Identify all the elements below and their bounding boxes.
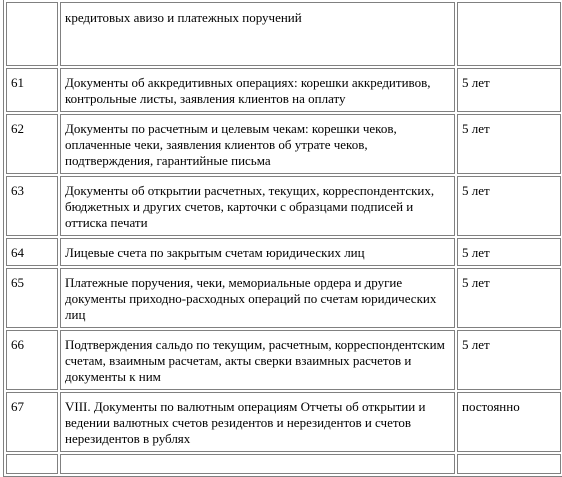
row-description: Платежные поручения, чеки, мемориальные ордера и другие документы приходно-расходных операций по счетам юридических лиц — [60, 268, 455, 328]
row-number — [6, 2, 58, 66]
row-retention-term: 5 лет — [457, 114, 561, 174]
row-retention-term: 5 лет — [457, 268, 561, 328]
table-row — [6, 238, 561, 266]
table-row — [6, 454, 561, 474]
row-description — [60, 454, 455, 474]
row-number: 61 — [6, 68, 58, 112]
row-retention-term: 5 лет — [457, 68, 561, 112]
row-number: 65 — [6, 268, 58, 328]
row-number: 63 — [6, 176, 58, 236]
row-retention-term — [457, 2, 561, 66]
row-description: Документы об аккредитивных операциях: корешки аккредитивов, контрольные листы, заявления клиентов на оплату — [60, 68, 455, 112]
table-row — [6, 268, 561, 328]
table-row — [6, 176, 561, 236]
table-row — [6, 2, 561, 66]
row-number: 64 — [6, 238, 58, 266]
retention-table — [3, 0, 562, 477]
row-retention-term: 5 лет — [457, 238, 561, 266]
row-number: 66 — [6, 330, 58, 390]
row-retention-term: постоянно — [457, 392, 561, 452]
row-retention-term: 5 лет — [457, 176, 561, 236]
table-row — [6, 68, 561, 112]
row-description: VIII. Документы по валютным операциям Отчеты об открытии и ведении валютных счетов резидентов и нерезидентов и счетов нерезидентов в рублях — [60, 392, 455, 452]
row-description: Документы по расчетным и целевым чекам: корешки чеков, оплаченные чеки, заявления клиентов об утрате чеков, подтверждения, гарантийные письма — [60, 114, 455, 174]
table-row — [6, 114, 561, 174]
row-retention-term — [457, 454, 561, 474]
row-number: 62 — [6, 114, 58, 174]
row-description: Документы об открытии расчетных, текущих, корреспондентских, бюджетных и других счетов, карточки с образцами подписей и оттиска печати — [60, 176, 455, 236]
row-number — [6, 454, 58, 474]
row-description: Подтверждения сальдо по текущим, расчетным, корреспондентским счетам, взаимным расчетам, акты сверки взаимных расчетов и документы к ним — [60, 330, 455, 390]
table-row — [6, 330, 561, 390]
row-retention-term: 5 лет — [457, 330, 561, 390]
row-description: Лицевые счета по закрытым счетам юридических лиц — [60, 238, 455, 266]
table-row — [6, 392, 561, 452]
row-number: 67 — [6, 392, 58, 452]
row-description: кредитовых авизо и платежных поручений — [60, 2, 455, 66]
